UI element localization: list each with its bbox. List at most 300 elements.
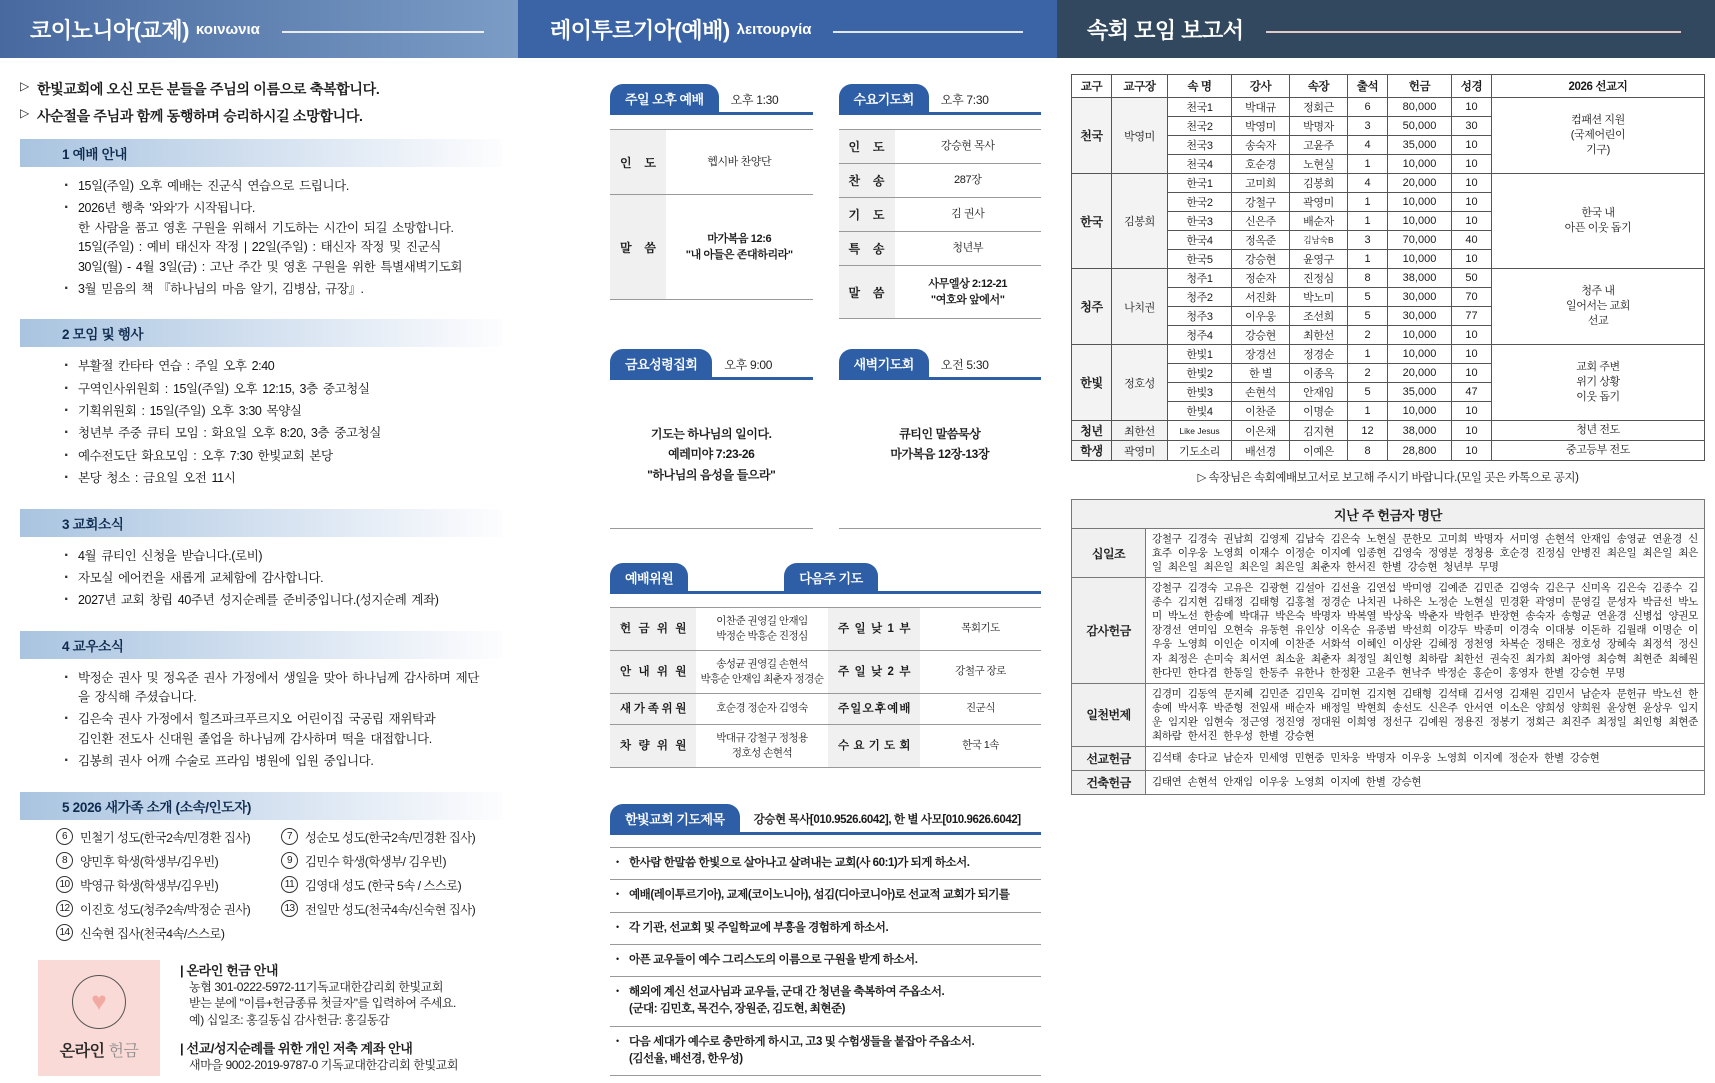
service-tab-row xyxy=(610,84,813,115)
giving-line: 받는 분에 "이름+헌금종류 첫글자"를 입력하여 주세요. xyxy=(189,996,456,1011)
service-row-label xyxy=(839,232,895,265)
item-line: 본당 청소 : 금요일 오전 11시 xyxy=(78,471,236,486)
value-line: 목회기도 xyxy=(961,622,1000,635)
value-line: 강승현 목사 xyxy=(940,140,995,153)
item-lines xyxy=(78,424,502,443)
giving-block xyxy=(180,1038,458,1074)
bullet-dot: · xyxy=(64,379,70,397)
report-cell: 한국4 xyxy=(1168,231,1232,250)
bullet-dot: · xyxy=(64,668,70,686)
value-line: 마가복음 12:6 xyxy=(707,232,772,245)
mission-cell xyxy=(1492,269,1705,345)
bullet-dot: · xyxy=(64,710,70,728)
label-char: 내 xyxy=(638,665,650,678)
report-cell: 20,000 xyxy=(1388,174,1452,193)
label-char: 주 xyxy=(838,622,849,635)
service-text xyxy=(839,424,1042,520)
report-cell: 이우웅 xyxy=(1232,307,1290,326)
report-cell: 77 xyxy=(1452,307,1492,326)
mission-line: 한국 내 xyxy=(1581,207,1615,220)
section-title: 3 교회소식 xyxy=(62,516,124,532)
section-item-list xyxy=(20,659,502,779)
section-title: 1 예배 안내 xyxy=(62,147,128,162)
district-cell: 한국 xyxy=(1072,174,1112,269)
mission-cell xyxy=(1492,98,1705,174)
item-lines xyxy=(78,469,502,488)
label-text xyxy=(828,664,920,681)
family-item xyxy=(281,876,502,894)
value-line: 사무엘상 2:12-21 xyxy=(928,277,1008,290)
report-cell: 4 xyxy=(1348,174,1388,193)
offering-row xyxy=(1072,529,1705,578)
service-row-label xyxy=(839,130,895,163)
report-cell: 정경순 xyxy=(1290,345,1348,364)
service-text-line: 기도는 하나님의 일이다. xyxy=(650,427,772,441)
report-cell: 한국3 xyxy=(1168,212,1232,231)
item-line: 청년부 주중 큐티 모임 : 화요일 오후 8:20, 3층 중고청실 xyxy=(78,426,381,441)
welcome-lines xyxy=(20,79,502,126)
list-item xyxy=(64,669,502,708)
prayer-sub-line: (김선율, 배선경, 한우성) xyxy=(629,1052,743,1065)
report-cell: 노현실 xyxy=(1290,155,1348,174)
report-body xyxy=(1057,58,1715,795)
giving-account-info xyxy=(180,960,458,1083)
report-cell: 6 xyxy=(1348,98,1388,117)
report-cell: 10 xyxy=(1452,421,1492,441)
leitourgia-header xyxy=(518,0,1057,58)
service-row xyxy=(610,130,813,195)
report-cell: 진정심 xyxy=(1290,269,1348,288)
prayer-section xyxy=(610,804,1041,1076)
offering-names: 김경미 김동역 문지혜 김민준 김민욱 김미현 김지현 김태형 김석태 김서영 김재원 김민서 남순자 문헌규 박노선 한송예 박서후 박준형 전잎새 배순자 배정일 박현희 송선도 신은주 안서연 이소은 양희성 양희원 윤상현 윤상우 임지운 임지완 임현숙 정근영 정진영 정대원 이희영 정선구 김예원 정용진 정봉기 정회근 최진주 최정일 최인형 최현준 최하람 한서진 한우성 한별 강승현 xyxy=(1146,683,1705,746)
leitourgia-title-greek: λειτουργία xyxy=(736,20,812,38)
label-char: 주 xyxy=(838,702,849,715)
bullet-dot: · xyxy=(64,752,70,770)
report-header-cell: 성경 xyxy=(1452,75,1492,98)
item-lines xyxy=(78,569,502,588)
mission-cell xyxy=(1492,174,1705,269)
label-char: 오 xyxy=(862,702,874,715)
committee-value xyxy=(696,694,828,725)
offering-names: 김태연 손현석 안재임 이우웅 노영희 이지예 한별 강승현 xyxy=(1146,770,1705,794)
label-char: 기 xyxy=(868,739,880,752)
district-cell: 한빛 xyxy=(1072,345,1112,421)
label-char: 일 xyxy=(854,665,866,678)
family-name: 전일만 성도(천국4속/신숙현 집사) xyxy=(305,902,476,917)
report-cell: 2 xyxy=(1348,364,1388,383)
report-cell: 한국5 xyxy=(1168,250,1232,269)
report-cell: 손현석 xyxy=(1232,383,1290,402)
leader-cell: 김봉희 xyxy=(1112,174,1168,269)
label-char: 회 xyxy=(899,739,910,752)
item-line: 15일(주일) 오후 예배는 진군식 연습으로 드립니다. xyxy=(78,179,349,193)
report-cell: 김지현 xyxy=(1290,421,1348,441)
family-number: 9 xyxy=(281,852,298,869)
report-row xyxy=(1072,345,1705,364)
report-cell: 윤영구 xyxy=(1290,250,1348,269)
list-item xyxy=(64,199,502,277)
report-cell: 한 별 xyxy=(1232,364,1290,383)
value-line: 호순경 정순자 김영숙 xyxy=(716,702,808,715)
triangle-icon: ▷ xyxy=(20,106,29,120)
report-cell: 강승현 xyxy=(1232,250,1290,269)
service-tab-row xyxy=(839,349,1042,380)
label-char: 원 xyxy=(675,739,686,752)
family-name: 박영규 학생(학생부/김우빈) xyxy=(80,878,219,893)
welcome-text: 한빛교회에 오신 모든 분들을 주님의 이름으로 축복합니다. xyxy=(36,81,380,97)
report-cell: 이종옥 xyxy=(1290,364,1348,383)
section-title: 2 모임 및 행사 xyxy=(62,327,144,343)
item-lines xyxy=(78,669,502,708)
value-line: 박대규 강철구 정청용 xyxy=(716,731,808,744)
label-char: 량 xyxy=(638,739,650,752)
report-cell: Like Jesus xyxy=(1168,421,1232,441)
list-item xyxy=(64,402,502,421)
service-text-line: 마가복음 12장-13장 xyxy=(890,447,990,462)
bullet-dot: • xyxy=(616,986,620,996)
prayer-text xyxy=(629,855,969,872)
prayer-text xyxy=(629,952,917,969)
list-item xyxy=(64,357,502,376)
prayer-slot-value xyxy=(920,651,1041,694)
item-line: 부활절 칸타타 연습 : 주일 오후 2:40 xyxy=(78,359,275,374)
label-char: 1 xyxy=(887,622,894,635)
report-cell: 2 xyxy=(1348,326,1388,345)
service-row xyxy=(839,198,1042,232)
label-char: 씀 xyxy=(872,285,885,300)
label-char: 2 xyxy=(887,665,894,678)
report-cell: 10 xyxy=(1452,212,1492,231)
label-char: 일 xyxy=(854,622,866,635)
giving-block xyxy=(180,960,458,1029)
new-family-grid xyxy=(20,820,502,944)
report-cell: 정순자 xyxy=(1232,269,1290,288)
service-card xyxy=(839,349,1042,529)
family-item xyxy=(56,828,277,846)
value-line: 287장 xyxy=(954,174,982,187)
report-cell: 8 xyxy=(1348,269,1388,288)
item-line: 15일(주일) : 예비 태신자 작정 | 22일(주일) : 태신자 작정 및 진군식 xyxy=(78,240,441,255)
offering-row xyxy=(1072,746,1705,770)
prayer-slot-value xyxy=(920,725,1041,768)
section-item-list xyxy=(20,537,502,618)
value-line: 한국 1속 xyxy=(962,739,999,752)
report-cell: 10 xyxy=(1452,155,1492,174)
label-char: 위 xyxy=(656,665,668,678)
label-char: 위 xyxy=(661,702,673,715)
label-char: 인 xyxy=(620,155,632,170)
item-line: 3월 믿음의 책 『하나님의 마음 알기, 김병삼, 규장』. xyxy=(78,281,364,296)
value-line: 진군식 xyxy=(966,702,995,715)
label-char: 차 xyxy=(620,739,631,752)
item-lines xyxy=(78,591,502,610)
report-cell: 청주3 xyxy=(1168,307,1232,326)
item-lines xyxy=(78,547,502,566)
report-cell: 1 xyxy=(1348,345,1388,364)
item-lines xyxy=(78,357,502,376)
item-line: 4월 큐티인 신청을 받습니다.(로비) xyxy=(78,548,263,563)
label-char: 도 xyxy=(884,739,895,752)
item-lines xyxy=(78,710,502,749)
mission-line: 아픈 이웃 돕기 xyxy=(1564,222,1632,234)
report-cell: 박영미 xyxy=(1232,117,1290,136)
label-char: 부 xyxy=(899,665,910,678)
leitourgia-title: 레이투르기아(예배) xyxy=(550,17,730,43)
divider xyxy=(610,528,813,529)
report-cell: 배선경 xyxy=(1232,441,1290,461)
leader-cell: 정호성 xyxy=(1112,345,1168,421)
list-item xyxy=(64,591,502,610)
family-name: 성순모 성도(한국2속/민경환 집사) xyxy=(305,830,476,845)
report-cell: 신은주 xyxy=(1232,212,1290,231)
service-table xyxy=(610,129,813,300)
report-cell: 정회근 xyxy=(1290,98,1348,117)
item-lines xyxy=(78,402,502,421)
service-tab-row xyxy=(610,349,813,380)
item-line: 기획위원회 : 15일(주일) 오후 3:30 목양실 xyxy=(78,404,302,418)
report-row xyxy=(1072,441,1705,461)
item-line: 김봉희 권사 어깨 수술로 프라임 병원에 입원 중입니다. xyxy=(78,754,374,769)
item-line: 한 사람을 품고 영혼 구원을 위해서 기도하는 시간이 되길 소망합니다. xyxy=(78,220,454,235)
service-row-value xyxy=(895,232,1042,265)
prayer-item xyxy=(610,1027,1041,1077)
report-header xyxy=(1057,0,1715,58)
service-tab-row xyxy=(839,84,1042,115)
mission-line: 청년 전도 xyxy=(1576,424,1620,437)
report-cell: 호순경 xyxy=(1232,155,1290,174)
prayer-text xyxy=(629,1034,974,1069)
giving-line: 농협 301-0222-5972-11기독교대한감리회 한빛교회 xyxy=(189,979,444,994)
report-row xyxy=(1072,98,1705,117)
label-char: 도 xyxy=(644,155,656,170)
report-header-cell: 헌금 xyxy=(1388,75,1452,98)
label-text xyxy=(610,239,666,256)
label-text xyxy=(610,154,666,171)
mission-line: (국제어린이 xyxy=(1570,129,1626,142)
list-item xyxy=(64,710,502,749)
header-rule xyxy=(833,31,1023,33)
label-text xyxy=(610,664,696,681)
bullet-dot: · xyxy=(64,402,70,419)
section-item-list xyxy=(20,347,502,495)
item-line: 박정순 권사 및 정옥준 권사 가정에서 생일을 맞아 하나님께 감사하며 제단 xyxy=(78,670,479,685)
welcome-text: 사순절을 주님과 함께 동행하며 승리하시길 소망합니다. xyxy=(36,108,363,124)
report-cell: 10 xyxy=(1452,98,1492,117)
report-cell: 천국3 xyxy=(1168,136,1232,155)
value-line: 강철구 장로 xyxy=(955,665,1006,678)
label-char: 원 xyxy=(675,622,686,635)
report-cell: 3 xyxy=(1348,231,1388,250)
prayer-item xyxy=(610,913,1041,945)
item-line: 예수전도단 화요모임 : 오후 7:30 한빛교회 본당 xyxy=(78,448,333,463)
report-note: ▷ 속장님은 속회예배보고서로 보고해 주시기 바랍니다.(모일 곳은 카톡으로 공지) xyxy=(1197,472,1579,484)
header-rule xyxy=(1266,31,1682,33)
list-item xyxy=(64,469,502,488)
report-column xyxy=(1057,0,1715,997)
family-name: 김민수 학생(학생부/ 김우빈) xyxy=(305,854,447,869)
item-line: 2026년 행축 '와와'가 시작됩니다. xyxy=(78,201,255,216)
report-cell: 청주2 xyxy=(1168,288,1232,307)
service-row xyxy=(839,232,1042,266)
service-card xyxy=(610,84,813,319)
report-cell: 이예은 xyxy=(1290,441,1348,461)
value-line: 박흥순 안재임 최춘자 정경순 xyxy=(700,673,824,685)
report-header-cell: 출석 xyxy=(1348,75,1388,98)
leitourgia-column xyxy=(518,0,1057,1065)
family-name: 김영대 성도 (한국 5속 / 스스로) xyxy=(305,878,462,893)
offering-label: 십일조 xyxy=(1072,529,1146,578)
section-header xyxy=(20,319,502,347)
list-item xyxy=(64,280,502,299)
report-cell: 10,000 xyxy=(1388,402,1452,421)
family-name: 신숙현 집사(천국4속/스스로) xyxy=(80,926,225,941)
list-item xyxy=(64,177,502,196)
report-cell: 천국4 xyxy=(1168,155,1232,174)
section-title: 4 교우소식 xyxy=(62,638,124,654)
koinonia-body xyxy=(0,58,518,1083)
prayer-item xyxy=(610,977,1041,1027)
report-cell: 안재임 xyxy=(1290,383,1348,402)
report-cell: 10 xyxy=(1452,174,1492,193)
label-text xyxy=(839,284,895,301)
online-giving-badge xyxy=(38,960,160,1076)
family-number: 12 xyxy=(56,900,73,917)
report-cell: 8 xyxy=(1348,441,1388,461)
family-name: 민철기 성도(한국2속/민경환 집사) xyxy=(80,830,251,845)
section-header xyxy=(20,509,502,537)
online-giving xyxy=(38,960,502,1083)
report-cell: 10 xyxy=(1452,402,1492,421)
service-time: 오후 7:30 xyxy=(940,93,989,107)
report-cell: 38,000 xyxy=(1388,269,1452,288)
prayer-text xyxy=(629,984,944,1019)
bullet-dot: · xyxy=(64,424,70,442)
report-cell: 10 xyxy=(1452,250,1492,269)
bullet-dot: • xyxy=(616,921,620,932)
family-number: 10 xyxy=(56,876,73,893)
item-line: 을 장식해 주셨습니다. xyxy=(78,690,197,704)
bullet-dot: · xyxy=(64,568,70,586)
mission-line: 컴패션 지원 xyxy=(1571,114,1625,127)
report-cell: 10,000 xyxy=(1388,193,1452,212)
report-header-cell: 교구장 xyxy=(1112,75,1168,98)
service-tab: 주일 오후 예배 xyxy=(610,84,719,112)
prayer-slot-label xyxy=(828,725,920,768)
family-number: 11 xyxy=(281,876,298,893)
committee-grid xyxy=(610,607,1041,768)
mission-line: 청주 내 xyxy=(1581,285,1615,298)
prayer-slot-value xyxy=(920,608,1041,651)
prayer-slot-label xyxy=(828,608,920,651)
service-row xyxy=(839,164,1042,198)
bullet-dot: · xyxy=(64,357,70,375)
prayer-line: 아픈 교우들이 예수 그리스도의 이름으로 구원을 받게 하소서. xyxy=(629,953,918,966)
report-cell: 70,000 xyxy=(1388,231,1452,250)
mission-cell xyxy=(1492,421,1705,441)
label-char: 새 xyxy=(620,702,631,715)
label-text xyxy=(610,621,696,638)
report-cell: 5 xyxy=(1348,383,1388,402)
district-cell: 청년 xyxy=(1072,421,1112,441)
service-table xyxy=(839,129,1042,319)
service-tab: 금요성령집회 xyxy=(610,349,712,377)
report-cell: 10 xyxy=(1452,364,1492,383)
prayer-items xyxy=(610,847,1041,1076)
label-text xyxy=(839,138,895,155)
online-giving-label xyxy=(60,1038,139,1061)
prayer-slot-label xyxy=(828,694,920,725)
bullet-dot: · xyxy=(64,279,70,297)
report-header-row xyxy=(1072,75,1705,98)
giving-line: 새마을 9002-2019-9787-0 기독교대한감리회 한빛교회 xyxy=(189,1057,459,1072)
report-cell: 강승현 xyxy=(1232,326,1290,345)
family-item xyxy=(281,900,502,918)
offering-label: 일천번제 xyxy=(1072,683,1146,746)
service-row-value xyxy=(895,198,1042,231)
value-line: 박정순 박흥순 진정심 xyxy=(716,630,808,642)
prayer-line: 예배(레이투르기아), 교제(코이노니아), 섬김(디아코니아)로 선교적 교회가 되기를 xyxy=(629,889,1010,902)
tab-prayer-topics: 한빛교회 기도제목 xyxy=(610,804,740,832)
label-char: 송 xyxy=(872,174,885,188)
committee-tabs xyxy=(610,563,1041,594)
koinonia-column xyxy=(0,0,518,1072)
prayer-slot-label xyxy=(828,651,920,694)
giving-line: 예) 십일조: 홍길동십 감사헌금: 홍길동감 xyxy=(189,1013,390,1028)
family-number: 8 xyxy=(56,852,73,869)
leader-cell: 박영미 xyxy=(1112,98,1168,174)
report-cell: 이은채 xyxy=(1232,421,1290,441)
report-header-cell: 강사 xyxy=(1232,75,1290,98)
prayer-tab-row xyxy=(610,804,1041,835)
report-cell: 28,800 xyxy=(1388,441,1452,461)
label-char: 주 xyxy=(838,665,849,678)
label-char: 안 xyxy=(620,665,631,678)
service-time: 오후 9:00 xyxy=(724,358,773,372)
item-line: 2027년 교회 창립 40주년 성지순례를 준비중입니다.(성지순례 계좌) xyxy=(78,593,439,608)
triangle-icon: ▷ xyxy=(20,79,29,93)
report-cell: 1 xyxy=(1348,155,1388,174)
leader-cell: 최한선 xyxy=(1112,421,1168,441)
offering-names: 김석태 송다교 남순자 민세영 민현중 민차웅 박명자 이우웅 노영희 이지예 정순자 한별 강승현 xyxy=(1146,746,1705,770)
committee-label xyxy=(610,725,696,768)
report-cell: 10,000 xyxy=(1388,326,1452,345)
report-header-cell: 교구 xyxy=(1072,75,1112,98)
report-cell: 35,000 xyxy=(1388,383,1452,402)
koinonia-header xyxy=(0,0,518,58)
label-char: 위 xyxy=(656,739,668,752)
item-lines xyxy=(78,447,502,466)
report-cell: 강철구 xyxy=(1232,193,1290,212)
prayer-sub-line: (군대: 김민호, 목건수, 장원준, 김도현, 최현준) xyxy=(629,1003,846,1016)
list-item xyxy=(64,380,502,399)
label-char: 요 xyxy=(853,739,864,752)
section-title: 5 2026 새가족 소개 (소속/인도자) xyxy=(62,799,252,815)
value-line: 헵시바 찬양단 xyxy=(707,155,772,168)
koinonia-title: 코이노니아(교제) xyxy=(30,17,189,43)
koinonia-title-greek: κοινωνια xyxy=(195,20,260,38)
label-char: 기 xyxy=(848,208,861,222)
label-char: 족 xyxy=(647,702,659,715)
report-cell: 박명자 xyxy=(1290,117,1348,136)
item-lines xyxy=(78,199,502,277)
report-cell: 5 xyxy=(1348,307,1388,326)
service-row xyxy=(839,266,1042,319)
report-cell: 30,000 xyxy=(1388,307,1452,326)
report-cell: 10 xyxy=(1452,441,1492,461)
label-char: 특 xyxy=(848,242,861,256)
offering-row xyxy=(1072,578,1705,683)
report-cell: 4 xyxy=(1348,136,1388,155)
